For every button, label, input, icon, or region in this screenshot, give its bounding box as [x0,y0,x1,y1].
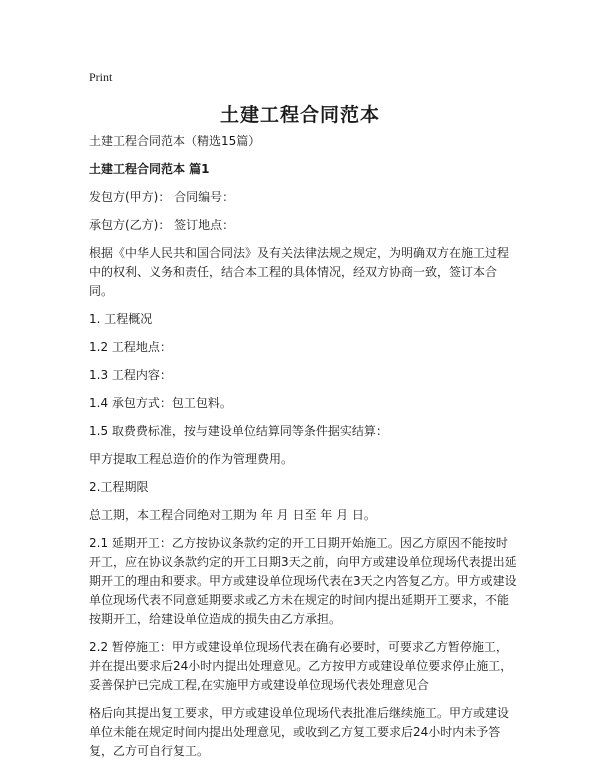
paragraph-contract-method: 1.4 承包方式：包工包料。 [89,396,232,410]
paragraph-suspension: 2.2 暂停施工：甲方或建设单位现场代表在确有必要时，可要求乙方暂停施工，并在提出要求后24小时内提出处理意见。乙方按甲方或建设单位要求停止施工，妥善保护已完成工程,在实施甲方或建设单位现场代表处理意见合 [89,640,513,692]
paragraph-project-period: 2.工程期限 [89,480,149,494]
section-heading: 土建工程合同范本 篇1 [89,162,210,176]
paragraph-delayed-start: 2.1 延期开工：乙方按协议条款约定的开工日期开始施工。因乙方原因不能按时开工，应在协议条款约定的开工日期3天之前，向甲方或建设单位现场代表提出延期开工的理由和要求。甲方或建设单位现场代表在3天之内答复乙方。甲方或建设单位现场代表不同意延期要求或乙方未在规定的时间内提出延期开工要求，不能按期开工，给建设单位造成的损失由乙方承担。 [89,536,517,626]
paragraph-employer: 发包方(甲方)： 合同编号： [89,190,235,204]
paragraph-preamble: 根据《中华人民共和国合同法》及有关法律法规之规定，为明确双方在施工过程中的权利、义务和责任，结合本工程的具体情况，经双方协商一致，签订本合同。 [89,246,510,298]
paragraph-project-overview: 1. 工程概况 [89,312,153,326]
paragraph-contractor: 承包方(乙方)： 签订地点： [89,218,235,232]
document-subtitle: 土建工程合同范本（精选15篇） [89,134,261,148]
paragraph-management-fee: 甲方提取工程总造价的作为管理费用。 [89,452,294,466]
document-title: 土建工程合同范本 [219,104,380,126]
print-link[interactable]: Print [89,70,113,84]
paragraph-total-duration: 总工期，本工程合同绝对工期为 年 月 日至 年 月 日。 [89,508,376,522]
paragraph-resumption: 格后向其提出复工要求，甲方或建设单位现场代表批准后继续施工。甲方或建设单位未能在规定时间内提出处理意见，或收到乙方复工要求后24小时内未予答复，乙方可自行复工。 [89,706,510,758]
paragraph-fee-standard: 1.5 取费费标准，按与建设单位结算同等条件据实结算： [89,424,388,438]
paragraph-project-content: 1.3 工程内容： [89,368,172,382]
paragraph-project-location: 1.2 工程地点： [89,340,172,354]
document-body [89,132,519,770]
